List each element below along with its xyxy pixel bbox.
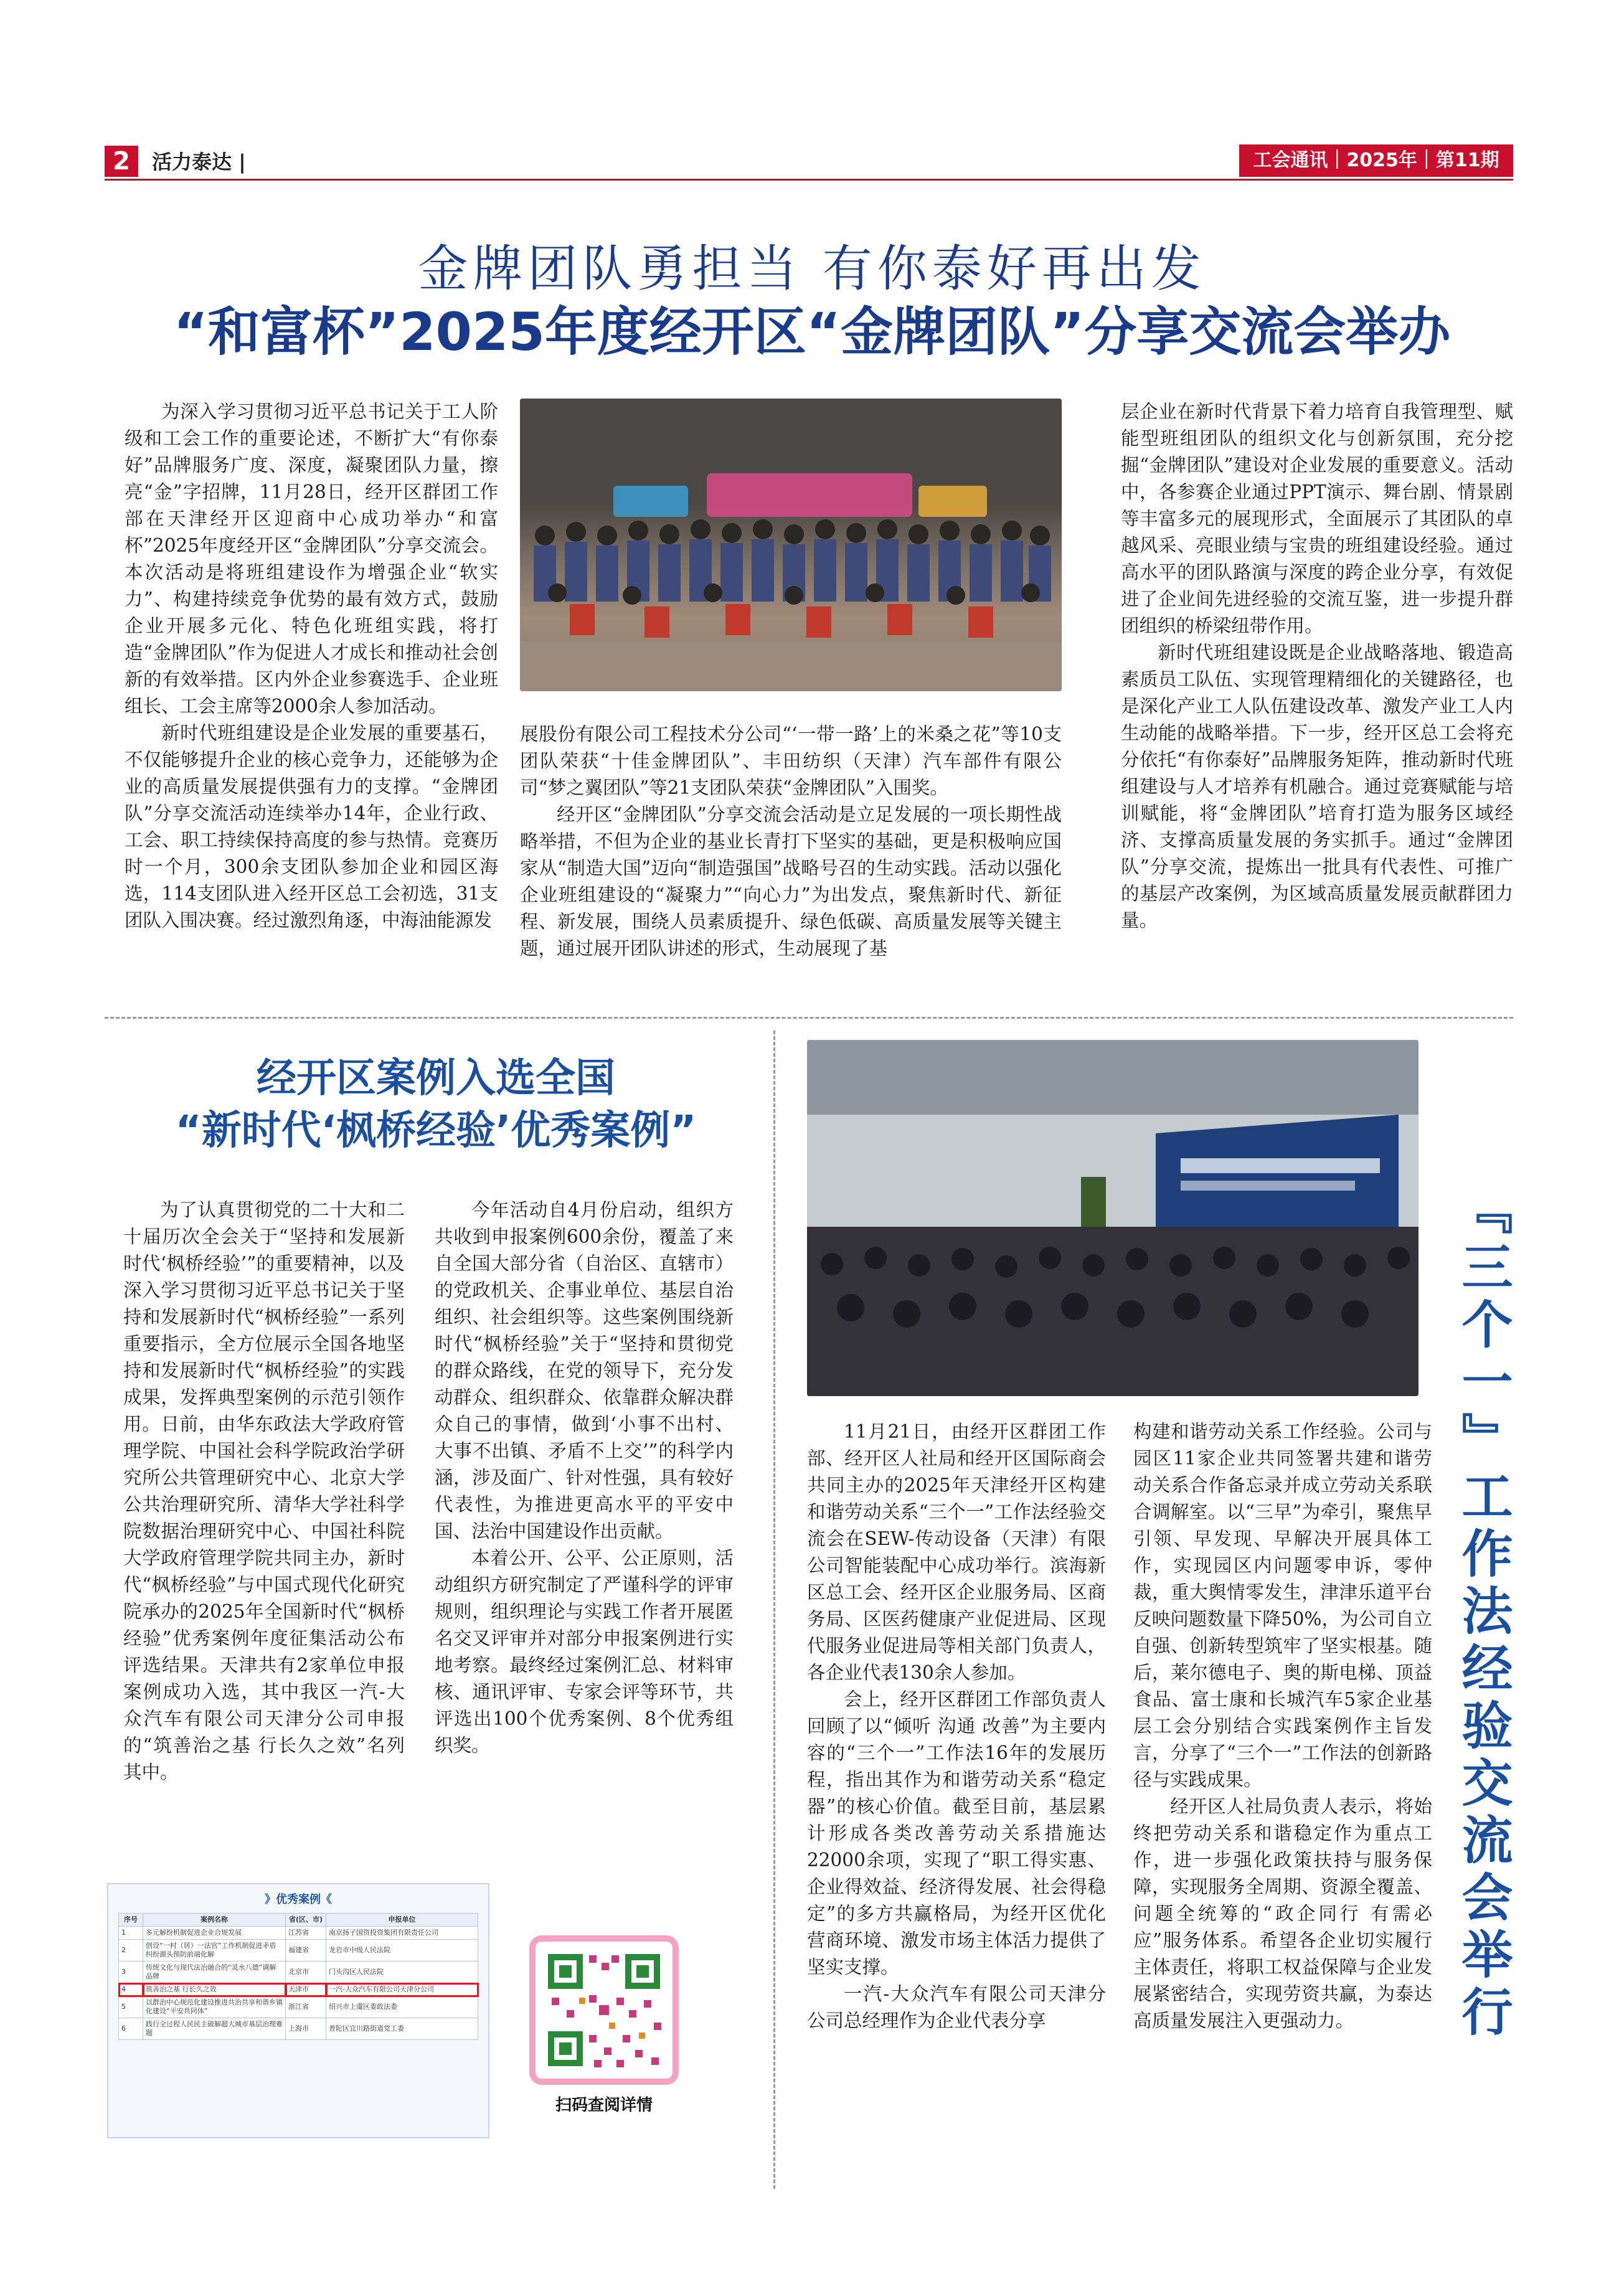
table-title: 》优秀案例《 bbox=[265, 1893, 332, 1906]
qr-code[interactable] bbox=[529, 1935, 679, 2085]
article1-column-1 bbox=[125, 399, 498, 934]
qr-caption: 扫码查阅详情 bbox=[555, 2096, 653, 2115]
header-rule bbox=[105, 179, 1513, 181]
table-header-no: 序号 bbox=[119, 1914, 143, 1927]
cell-case: 创设“一村（居）一法官”工作机制促进矛盾纠纷源头预防前端化解 bbox=[143, 1940, 286, 1962]
article2-headline-line-1: 经开区案例入选全国 bbox=[257, 1055, 615, 1102]
qr-code-icon bbox=[529, 1935, 679, 2085]
table-row bbox=[119, 2018, 478, 2040]
table-header-case: 案例名称 bbox=[143, 1914, 286, 1927]
cell-unit: 龙岩市中级人民法院 bbox=[326, 1940, 478, 1962]
article2-col1-para-1: 为了认真贯彻党的二十大和二十届历次全会关于“坚持和发展新时代‘枫桥经验’”的重要精神，以及深入学习贯彻习近平总书记关于坚持和发展新时代“枫桥经验”一系列重要指示，全方位展示全国各地坚持和发展新时代“枫桥经验”的实践成果，发挥典型案例的示范引领作用。日前，由华东政法大学政府管理学院、中国社会科学院政治学研究所公共管理研究中心、北京大学公共治理研究所、清华大学社科学院数据治理研究中心、中国社科院大学政府管理学院共同主办，新时代“枫桥经验”与中国式现代化研究院承办的2025年全国新时代“枫桥经验”优秀案例年度征集活动公布评选结果。天津共有2家单位申报案例成功入选，其中我区一汽-大众汽车有限公司天津分公司申报的“筑善治之基 行长久之效”名列其中。 bbox=[123, 1199, 405, 1783]
article2-headline bbox=[118, 1052, 753, 1157]
table-row-highlighted bbox=[119, 1983, 478, 1996]
cell-case: 以群治中心规范化建设推进共治共享和谐乡镇化建设“平安共同体” bbox=[143, 1996, 286, 2018]
team-photo-illustration bbox=[520, 399, 1062, 691]
cell-unit: 门头沟区人民法院 bbox=[326, 1962, 478, 1983]
table-row bbox=[119, 1927, 478, 1940]
cell-province: 天津市 bbox=[286, 1983, 326, 1996]
cell-unit: 南京扬子国资投资集团有限责任公司 bbox=[326, 1927, 478, 1940]
article1-col2-para-2: 经开区“金牌团队”分享交流会活动是立足发展的一项长期性战略举措，不但为企业的基业长青打下坚实的基础，更是积极响应国家从“制造大国”迈向“制造强国”战略号召的生动实践。活动以强化企业班组建设的“凝聚力”“向心力”为出发点，聚焦新时代、新征程、新发展，围绕人员素质提升、绿色低碳、高质量发展等关键主题，通过展开团队讲述的形式，生动展现了基 bbox=[520, 804, 1062, 959]
article3-col1-para-3: 一汽-大众汽车有限公司天津分公司总经理作为企业代表分享 bbox=[807, 1983, 1106, 2031]
cell-case: 多元解纷机制促进企业合规发展 bbox=[143, 1927, 286, 1940]
cell-unit: 普陀区宜川路街道党工委 bbox=[326, 2018, 478, 2040]
article1-headline: “和富杯”2025年度经开区“金牌团队”分享交流会举办 bbox=[173, 301, 1451, 362]
article1-col1-para-2: 新时代班组建设是企业发展的重要基石，不仅能够提升企业的核心竞争力，还能够为企业的高质量发展提供强有力的支撑。“金牌团队”分享交流活动连续举办14年，企业行政、工会、职工持续保持高度的参与热情。竞赛历时一个月，300余支团队参加企业和园区海选，114支团队进入经开区总工会初选，31支团队入围决赛。经过激烈角逐，中海油能源发 bbox=[125, 722, 498, 931]
table-row bbox=[119, 1940, 478, 1962]
cell-no: 6 bbox=[119, 2018, 143, 2040]
cell-province: 浙江省 bbox=[286, 1996, 326, 2018]
conference-photo bbox=[807, 1040, 1419, 1396]
article3-vertical-title: 『三个一』工作法经验交流会举行 bbox=[1453, 1183, 1513, 2042]
article1-col3-para-2: 新时代班组建设既是企业战略落地、锻造高素质员工队伍、实现管理精细化的关键路径，也是深化产业工人队伍建设改革、激发产业工人内生动能的战略举措。下一步，经开区总工会将充分依托“有你泰好”品牌服务矩阵，推动新时代班组建设与人才培养有机融合。通过竞赛赋能与培训赋能，将“金牌团队”培育打造为服务区域经济、支撑高质量发展的务实抓手。通过“金牌团队”分享交流，提炼出一批具有代表性、可推广的基层产改案例，为区域高质量发展贡献群团力量。 bbox=[1121, 642, 1513, 931]
article1-kicker: 金牌团队勇担当 有你泰好再出发 bbox=[418, 240, 1206, 298]
cell-unit: 一汽-大众汽车有限公司天津分公司 bbox=[326, 1983, 478, 1996]
table-header-unit: 申报单位 bbox=[326, 1914, 478, 1927]
article3-column-2 bbox=[1133, 1419, 1432, 2034]
article1-column-3 bbox=[1121, 399, 1513, 934]
cell-case: 践行全过程人民民主破解超大城市基层治理难题 bbox=[143, 2018, 286, 2040]
cell-province: 北京市 bbox=[286, 1962, 326, 1983]
article2-headline-line-2: “新时代‘枫桥经验’优秀案例” bbox=[175, 1108, 697, 1154]
article1-col1-para-1: 为深入学习贯彻习近平总书记关于工人阶级和工会工作的重要论述，不断扩大“有你泰好”品牌服务广度、深度，凝聚团队力量，擦亮“金”字招牌，11月28日，经开区群团工作部在天津经开区迎商中心成功举办“和富杯”2025年度经开区“金牌团队”分享交流会。本次活动是将班组建设作为增强企业“软实力”、构建持续竞争优势的最有效方式，鼓励企业开展多元化、特色化班组实践，将打造“金牌团队”作为促进人才成长和推动社会创新的有效举措。区内外企业参赛选手、企业班组长、工会主席等2000余人参加活动。 bbox=[125, 401, 498, 717]
cell-no: 2 bbox=[119, 1940, 143, 1962]
cell-no: 5 bbox=[119, 1996, 143, 2018]
article1-col3-para-1: 层企业在新时代背景下着力培育自我管理型、赋能型班组团队的组织文化与创新氛围，充分挖掘“金牌团队”建设对企业发展的重要意义。活动中，各参赛企业通过PPT演示、舞台剧、情景剧等丰富多元的展现形式，全面展示了其团队的卓越风采、亮眼业绩与宝贵的班组建设经验。通过高水平的团队路演与深度的跨企业分享，有效促进了企业间先进经验的交流互鉴，进一步提升群团组织的桥梁纽带作用。 bbox=[1121, 401, 1513, 636]
article2-column-2 bbox=[435, 1197, 734, 1759]
excellent-cases-table-card bbox=[107, 1883, 489, 2138]
table-row bbox=[119, 1962, 478, 1983]
article2-col2-para-1: 今年活动自4月份启动，组织方共收到申报案例600余份，覆盖了来自全国大部分省（自治区、直辖市）的党政机关、企事业单位、基层自治组织、社会组织等。这些案例围绕新时代“枫桥经验”关于“坚持和贯彻党的群众路线，在党的领导下，充分发动群众、组织群众、依靠群众解决群众自己的事情，做到‘小事不出村、大事不出镇、矛盾不上交’”的科学内涵，涉及面广、针对性强，具有较好代表性，为推进更高水平的平安中国、法治中国建设作出贡献。 bbox=[435, 1199, 734, 1542]
cell-case: 传统文化与现代法治融合的“灵水八德”调解品牌 bbox=[143, 1962, 286, 1983]
cell-unit: 绍兴市上虞区委政法委 bbox=[326, 1996, 478, 2018]
team-group-photo bbox=[520, 399, 1062, 691]
article2-col2-para-2: 本着公开、公平、公正原则，活动组织方研究制定了严谨科学的评审规则，组织理论与实践工作者开展匿名交叉评审并对部分申报案例进行实地考察。最终经过案例汇总、材料审核、通讯评审、专家会评等环节，共评选出100个优秀案例、8个优秀组织奖。 bbox=[435, 1547, 734, 1756]
article2-column-1 bbox=[123, 1197, 405, 1786]
cell-province: 福建省 bbox=[286, 1940, 326, 1962]
page-number: 2 bbox=[105, 146, 138, 177]
cell-no: 3 bbox=[119, 1962, 143, 1983]
cell-province: 上海市 bbox=[286, 2018, 326, 2040]
section-label: 活力泰达 | bbox=[152, 150, 246, 174]
excellent-cases-table bbox=[118, 1913, 478, 2040]
article3-col2-para-1: 构建和谐劳动关系工作经验。公司与园区11家企业共同签署共建和谐劳动关系合作备忘录并成立劳动关系联合调解室。以“三早”为牵引，聚焦早引领、早发现、早解决开展具体工作，实现园区内问题零申诉，零仲裁，重大舆情零发生，津津乐道平台反映问题数量下降50%，为公司自立自强、创新转型筑牢了坚实根基。随后，莱尔德电子、奥的斯电梯、顶益食品、富士康和长城汽车5家企业基层工会分别结合实践案例作主旨发言，分享了“三个一”工作法的创新路径与实践成果。 bbox=[1133, 1421, 1432, 1790]
table-row bbox=[119, 1996, 478, 2018]
table-header-row bbox=[119, 1914, 478, 1927]
cell-no: 1 bbox=[119, 1927, 143, 1940]
cell-no: 4 bbox=[119, 1983, 143, 1996]
cell-province: 江苏省 bbox=[286, 1927, 326, 1940]
article1-col2-para-1: 展股份有限公司工程技术分公司“‘一带一路’上的米桑之花”等10支团队荣获“十佳金牌团队”、丰田纺织（天津）汽车部件有限公司“梦之翼团队”等21支团队荣获“金牌团队”入围奖。 bbox=[520, 724, 1062, 798]
conference-photo-illustration bbox=[807, 1040, 1419, 1396]
section-divider-horizontal bbox=[105, 1017, 1513, 1019]
cell-case: 筑善治之基 行长久之效 bbox=[143, 1983, 286, 1996]
article3-col2-para-2: 经开区人社局负责人表示，将始终把劳动关系和谐稳定作为重点工作，进一步强化政策扶持与服务保障，实现服务全周期、资源全覆盖、问题全统筹的“政企同行 有需必应”服务体系。希望各企业切实履行主体责任，将职工权益保障与企业发展紧密结合，实现劳资共赢，为泰达高质量发展注入更强动力。 bbox=[1133, 1796, 1432, 2031]
article1-column-2 bbox=[520, 721, 1062, 962]
article3-column-1 bbox=[807, 1419, 1106, 2034]
article3-col1-para-2: 会上，经开区群团工作部负责人回顾了以“倾听 沟通 改善”为主要内容的“三个一”工作法16年的发展历程，指出其作为和谐劳动关系“稳定器”的核心价值。截至目前，基层累计形成各类改善劳动关系措施达22000余项，实现了“职工得实惠、企业得效益、经济得发展、社会得稳定”的多方共赢格局，为经开区优化营商环境、激发市场主体活力提供了坚实支撑。 bbox=[807, 1689, 1106, 1978]
masthead-issue: 工会通讯｜2025年｜第11期 bbox=[1239, 144, 1513, 177]
article3-col1-para-1: 11月21日，由经开区群团工作部、经开区人社局和经开区国际商会共同主办的2025年天津经开区构建和谐劳动关系“三个一”工作法经验交流会在SEW-传动设备（天津）有限公司智能装配中心成功举行。滨海新区总工会、经开区企业服务局、区商务局、区医药健康产业促进局、区现代服务业促进局等相关部门负责人，各企业代表130余人参加。 bbox=[807, 1421, 1106, 1683]
section-divider-vertical bbox=[773, 1031, 775, 2189]
table-header-province: 省(区、市) bbox=[286, 1914, 326, 1927]
